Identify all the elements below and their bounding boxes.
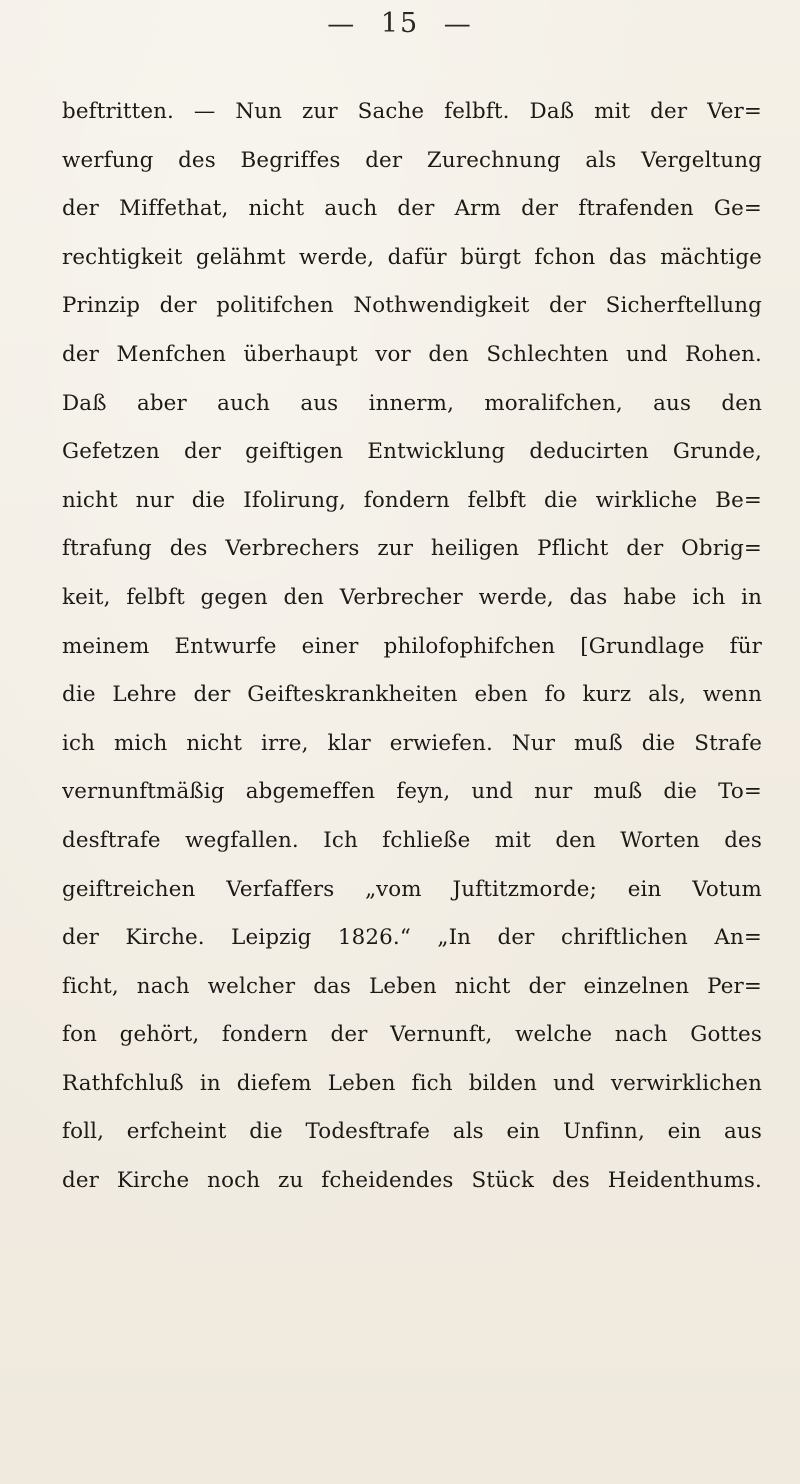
text-line: rechtigkeit gelähmt werde, dafür bürgt fchon das mächtige — [62, 244, 762, 270]
text-line: Daß aber auch aus innerm, moralifchen, aus den — [62, 390, 762, 416]
text-line: desftrafe wegfallen. Ich fchließe mit den Worten des — [62, 827, 762, 853]
text-line: vernunftmäßig abgemeffen feyn, und nur muß die To= — [62, 779, 762, 805]
text-line: ficht, nach welcher das Leben nicht der einzelnen Per= — [62, 973, 762, 999]
text-line: beftritten. — Nun zur Sache felbft. Daß mit der Ver= — [62, 99, 762, 124]
text-line: die Lehre der Geifteskrankheiten eben fo kurz als, wenn — [62, 682, 762, 708]
text-line: der Kirche noch zu fcheidendes Stück des Heidenthums. — [62, 1168, 762, 1194]
text-line: keit, felbft gegen den Verbrecher werde, das habe ich in — [62, 584, 762, 610]
text-line: der Kirche. Leipzig 1826.“ „In der chriftlichen An= — [62, 925, 762, 951]
text-line: der Miffethat, nicht auch der Arm der ftrafenden Ge= — [62, 196, 762, 222]
page-number: 15 — [380, 8, 420, 39]
header-dash-right: — — [443, 9, 473, 40]
header-dash-left: — — [327, 9, 357, 40]
text-line: ich mich nicht irre, klar erwiefen. Nur muß die Strafe — [62, 730, 762, 756]
text-line: werfung des Begriffes der Zurechnung als Vergeltung — [62, 147, 762, 173]
text-line: ftrafung des Verbrechers zur heiligen Pflicht der Obrig= — [62, 536, 762, 562]
page-header — [0, 8, 800, 40]
text-line: fon gehört, fondern der Vernunft, welche nach Gottes — [62, 1022, 762, 1048]
text-line: meinem Entwurfe einer philofophifchen [Grundlage für — [62, 633, 762, 659]
text-line: der Menfchen überhaupt vor den Schlechten und Rohen. — [62, 341, 762, 367]
text-line: Gefetzen der geiftigen Entwicklung deducirten Grunde, — [62, 439, 762, 465]
text-line: Rathfchluß in diefem Leben fich bilden und verwirklichen — [62, 1070, 762, 1096]
text-line: nicht nur die Ifolirung, fondern felbft die wirkliche Be= — [62, 487, 762, 513]
text-line: geiftreichen Verfaffers „vom Juftitzmorde; ein Votum — [62, 876, 762, 902]
text-line: Prinzip der politifchen Nothwendigkeit der Sicherftellung — [62, 293, 762, 319]
text-line: foll, erfcheint die Todesftrafe als ein Unfinn, ein aus — [62, 1119, 762, 1145]
body-text — [62, 88, 762, 1206]
